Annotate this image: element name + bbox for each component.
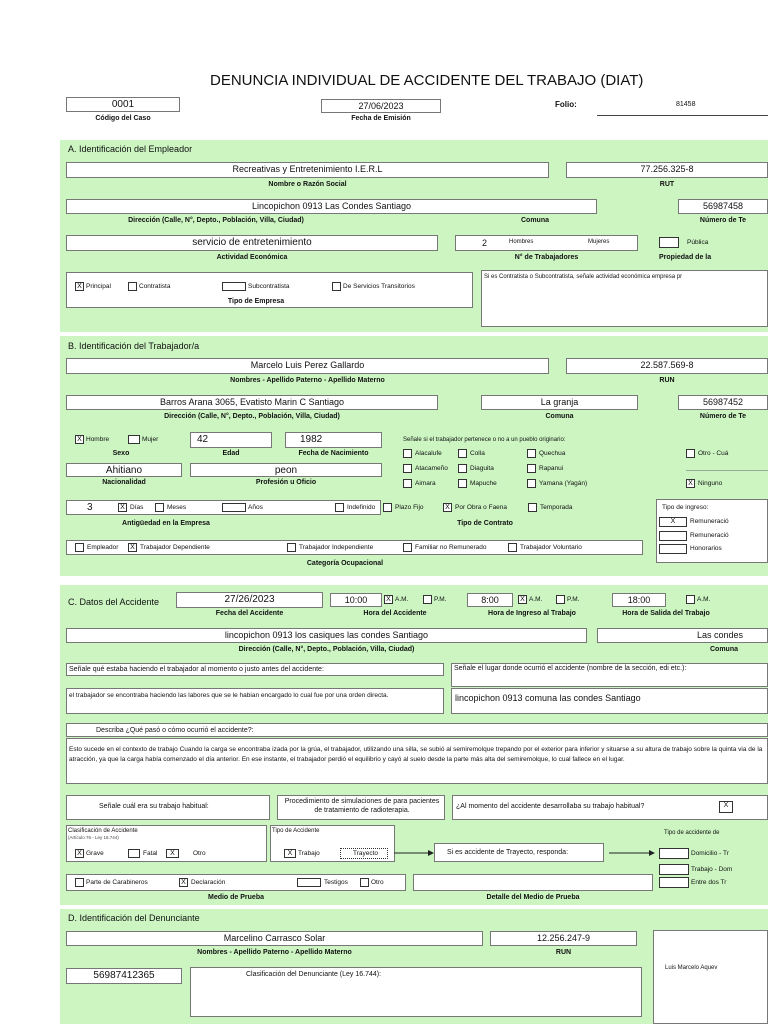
classification-label: Clasificación de Accidente [68, 828, 138, 834]
employer-phone-field: 56987458 [678, 199, 768, 214]
case-code-field: 0001 [66, 97, 180, 112]
pueblo-checkbox-8[interactable] [458, 479, 467, 488]
transitorios-checkbox[interactable] [332, 282, 341, 291]
nationality-label: Nacionalidad [102, 479, 146, 486]
reporter-run-field: 12.256.247-9 [490, 931, 637, 946]
police-label: Parte de Carabineros [86, 879, 148, 886]
independent-cat-label: Trabajador Independiente [299, 544, 374, 551]
other-class-label: Otro [193, 850, 206, 857]
pueblo-label-9: Yamana (Yagán) [539, 480, 588, 487]
employer-name-label: Nombre o Razón Social [268, 181, 347, 188]
folio-label: Folio: [555, 100, 577, 109]
dependent-cat-label: Trabajador Dependiente [140, 544, 210, 551]
evidence-detail-box [413, 874, 653, 891]
commute-type-title: Tipo de accidente de [664, 830, 720, 836]
per-job-checkbox[interactable]: X [443, 503, 452, 512]
worker-comuna-field: La granja [481, 395, 638, 410]
male-label: Hombre [86, 436, 110, 443]
describe-question: Describa ¿Qué pasó o cómo ocurrió el accidente?: [96, 727, 254, 734]
worker-run-field: 22.587.569-8 [566, 358, 768, 374]
pueblo-other-line [686, 470, 768, 471]
employer-address-label: Dirección (Calle, N°, Depto., Población, Villa, Ciudad) [128, 217, 304, 224]
employer-cat-checkbox[interactable] [75, 543, 84, 552]
performing-question: ¿Al momento del accidente desarrollaba su trabajo habitual? [456, 803, 645, 810]
accident-am-label: A.M. [395, 596, 409, 603]
fixed-term-label: Plazo Fijo [395, 504, 424, 511]
work-home-checkbox[interactable] [659, 864, 689, 875]
place-question: Señale el lugar donde ocurrió el accidente (nombre de la sección, edi etc.): [454, 665, 687, 672]
contract-type-label: Tipo de Contrato [457, 520, 513, 527]
days-checkbox[interactable]: X [118, 503, 127, 512]
fatal-label: Fatal [143, 850, 158, 857]
volunteer-cat-checkbox[interactable] [508, 543, 517, 552]
seasonal-label: Temporada [540, 504, 573, 511]
exit-time-label: Hora de Salida del Trabajo [622, 610, 710, 617]
issue-date-field: 27/06/2023 [321, 99, 441, 113]
entry-pm-label: P.M. [567, 596, 580, 603]
pueblo-checkbox-9[interactable] [527, 479, 536, 488]
pueblo-checkbox-4[interactable] [403, 464, 412, 473]
work-home-label: Trabajo - Dom [691, 866, 733, 873]
doing-answer: el trabajador se encontraba haciendo las labores que se le habian encargado lo cual fue por una orden directa. [69, 692, 389, 699]
volunteer-cat-label: Trabajador Voluntario [520, 544, 582, 551]
other-class-checkbox[interactable]: X [166, 849, 179, 858]
honorarios-label: Honorarios [690, 545, 722, 552]
worker-name-field: Marcelo Luis Perez Gallardo [66, 358, 549, 374]
employer-phone-label: Número de Te [699, 217, 747, 224]
grave-label: Grave [86, 850, 104, 857]
pueblo-checkbox-5[interactable] [458, 464, 467, 473]
between-jobs-checkbox[interactable] [659, 877, 689, 888]
police-checkbox[interactable] [75, 878, 84, 887]
evidence-label: Medio de Prueba [207, 894, 264, 901]
subcontratista-label: Subcontratista [248, 283, 290, 290]
economic-activity-label: Actividad Económica [216, 254, 288, 261]
employer-cat-label: Empleador [87, 544, 119, 551]
accident-time-label: Hora del Accidente [363, 610, 427, 617]
subcontratista-checkbox[interactable] [222, 282, 246, 291]
women-label: Mujeres [588, 239, 610, 245]
days-label: Días [130, 504, 144, 511]
workers-count-label: N° de Trabajadores [514, 254, 579, 261]
habitual-question: Señale cuál era su trabajo habitual: [99, 803, 209, 810]
classification-sub: (Artículo 76 - Ley 16.744) [68, 835, 119, 840]
ownership-label: Propiedad de la [659, 254, 712, 261]
accident-pm-checkbox[interactable] [423, 595, 432, 604]
worker-address-field: Barros Arana 3065, Evatisto Marin C Santiago [66, 395, 438, 410]
remuneration-1-checkbox[interactable]: X [659, 517, 687, 527]
remuneration-2-checkbox[interactable] [659, 531, 687, 541]
pueblo-other-checkbox[interactable] [686, 449, 695, 458]
birth-label: Fecha de Nacimiento [298, 450, 369, 457]
exit-time-field: 18:00 [612, 593, 666, 607]
pueblo-label-7: Aimara [415, 480, 436, 487]
contratista-checkbox[interactable] [128, 282, 137, 291]
section-a-title: A. Identificación del Empleador [68, 144, 193, 154]
seniority-label: Antigüedad en la Empresa [122, 520, 210, 527]
pueblo-label-8: Mapuche [470, 480, 497, 487]
pueblo-checkbox-1[interactable] [403, 449, 412, 458]
case-code-label: Código del Caso [95, 115, 151, 122]
pueblo-label-4: Atacameño [415, 465, 448, 472]
employer-name-field: Recreativas y Entretenimiento I.E.R.L [66, 162, 549, 178]
employer-comuna-label: Comuna [521, 217, 549, 224]
sex-label: Sexo [112, 450, 130, 457]
folio-line [597, 115, 768, 116]
female-label: Mujer [142, 436, 159, 443]
accident-am-checkbox[interactable]: X [384, 595, 393, 604]
reporter-phone-field: 56987412365 [66, 968, 182, 984]
indefinite-label: Indefinido [347, 504, 376, 511]
entry-am-checkbox[interactable]: X [518, 595, 527, 604]
years-checkbox[interactable] [222, 503, 246, 512]
accident-time-field: 10:00 [330, 593, 382, 607]
accident-type-label: Tipo de Accidente [272, 828, 320, 834]
pueblo-none-checkbox[interactable]: X [686, 479, 695, 488]
pueblo-checkbox-3[interactable] [527, 449, 536, 458]
exit-am-checkbox[interactable] [686, 595, 695, 604]
age-field: 42 [190, 432, 272, 448]
pueblo-checkbox-7[interactable] [403, 479, 412, 488]
pueblo-label-2: Colla [470, 450, 485, 457]
accident-comuna-field: Las condes [597, 628, 768, 643]
nationality-field: Ahitiano [66, 463, 182, 477]
seniority-field: 3 [66, 500, 381, 515]
section-b-title: B. Identificación del Trabajador/a [68, 341, 200, 351]
accident-date-label: Fecha del Accidente [215, 610, 284, 617]
occupational-category-label: Categoría Ocupacional [306, 560, 384, 567]
profession-field: peon [190, 463, 382, 477]
dependent-cat-checkbox[interactable]: X [128, 543, 137, 552]
document-title: DENUNCIA INDIVIDUAL DE ACCIDENTE DEL TRABAJO (DIAT) [210, 72, 644, 89]
other-evidence-checkbox[interactable] [360, 878, 369, 887]
doing-question: Señale qué estaba haciendo el trabajador al momento o justo antes del accidente: [69, 666, 324, 673]
reporter-run-label: RUN [555, 949, 572, 956]
accident-date-field: 27/26/2023 [176, 592, 323, 608]
between-jobs-label: Entre dos Tr [691, 879, 727, 886]
accident-address-label: Dirección (Calle, N°, Depto., Población, Villa, Ciudad) [238, 646, 415, 653]
declaration-label: Declaración [191, 879, 226, 886]
male-checkbox[interactable]: X [75, 435, 84, 444]
reporter-name-label: Nombres - Apellido Paterno - Apellido Materno [197, 949, 352, 956]
employer-rut-field: 77.256.325-8 [566, 162, 768, 178]
entry-pm-checkbox[interactable] [556, 595, 565, 604]
work-type-label: Trabajo [298, 850, 320, 857]
accident-pm-label: P.M. [434, 596, 447, 603]
family-cat-label: Familiar no Remunerado [415, 544, 487, 551]
place-answer: lincopichon 0913 comuna las condes Santiago [455, 693, 641, 703]
worker-phone-field: 56987452 [678, 395, 768, 410]
commute-question: Si es accidente de Trayecto, responda: [447, 849, 569, 856]
accident-comuna-label: Comuna [710, 646, 738, 653]
reporter-classification-label: Clasificación del Denunciante (Ley 16.744): [246, 971, 382, 978]
other-evidence-label: Otro [371, 879, 384, 886]
worker-comuna-label: Comuna [545, 413, 574, 420]
reporter-name-field: Marcelino Carrasco Solar [66, 931, 483, 946]
pueblo-checkbox-6[interactable] [527, 464, 536, 473]
pueblo-label-1: Alacalufe [415, 450, 442, 457]
arrow-to-commute-type [609, 848, 655, 858]
worker-address-label: Dirección (Calle, N°, Depto., Población, Villa, Ciudad) [164, 413, 340, 420]
per-job-label: Por Obra o Faena [455, 504, 508, 511]
habitual-answer: Procedimiento de simulaciones de para pacientes de tratamiento de radioterapia. [284, 798, 440, 814]
contractor-note: Si es Contratista o Subcontratista, señale actividad económica empresa pr [484, 274, 683, 280]
evidence-detail-label: Detalle del Medio de Prueba [486, 894, 580, 901]
folio-value: 81458 [676, 101, 696, 108]
seasonal-checkbox[interactable] [528, 503, 537, 512]
pueblo-label-5: Diaguita [470, 465, 494, 472]
years-label: Años [248, 504, 263, 511]
months-label: Meses [167, 504, 187, 511]
entry-time-label: Hora de Ingreso al Trabajo [488, 610, 576, 617]
profession-label: Profesión u Oficio [255, 479, 317, 486]
indefinite-checkbox[interactable] [335, 503, 344, 512]
worker-run-label: RUN [659, 377, 675, 384]
describe-answer: Esto sucede en el contexto de trabajo Cuando la carga se encontraba izada por la grúa, el trabajador, utilizando una silla, se subió al semiremolque trepando por el exterior para inferior y situarse a su altura de trabajo sobre la quinta via de la atracción, ya que la carga había comenzado el día anterior. En ese instante, el trabajador perdió el equilibrio y cayó al suelo desde la parte más alta del semiremolque, lo cual fallece en el lugar. [69, 746, 763, 763]
principal-checkbox[interactable]: X [75, 282, 84, 291]
section-c-title: C. Datos del Accidente [68, 597, 160, 607]
income-type-title: Tipo de ingreso: [662, 504, 709, 511]
transitorios-label: De Servicios Transitorios [343, 283, 415, 290]
pueblo-none-label: Ninguno [698, 480, 723, 487]
indigenous-question: Señale si el trabajador pertenece o no a un pueblo originario: [403, 437, 566, 443]
signature-text: Luis Marcelo Aquev [665, 965, 718, 971]
performing-checkbox[interactable]: X [719, 801, 733, 813]
section-d-title: D. Identificación del Denunciante [68, 913, 200, 923]
remuneration-1-label: Remuneració [690, 518, 729, 525]
remuneration-2-label: Remuneració [690, 532, 729, 539]
principal-label: Principal [86, 283, 111, 290]
arrow-to-commute [394, 848, 434, 858]
worker-name-label: Nombres - Apellido Paterno - Apellido Materno [230, 377, 385, 384]
declaration-checkbox[interactable]: X [179, 878, 188, 887]
pueblo-other-label: Otro - Cuá [698, 450, 729, 457]
family-cat-checkbox[interactable] [403, 543, 412, 552]
pueblo-checkbox-2[interactable] [458, 449, 467, 458]
employer-rut-label: RUT [659, 181, 675, 188]
independent-cat-checkbox[interactable] [287, 543, 296, 552]
pueblo-label-3: Quechua [539, 450, 566, 457]
female-checkbox[interactable] [128, 435, 140, 444]
exit-am-label: A.M. [697, 596, 711, 603]
pueblo-label-6: Rapanui [539, 465, 564, 472]
work-type-checkbox[interactable]: X [284, 849, 296, 858]
months-checkbox[interactable] [155, 503, 164, 512]
age-label: Edad [222, 450, 240, 457]
contratista-label: Contratista [139, 283, 171, 290]
company-type-label: Tipo de Empresa [227, 298, 285, 305]
witnesses-label: Testigos [324, 879, 348, 886]
public-label: Pública [687, 239, 709, 246]
employer-address-field: Lincopichon 0913 Las Condes Santiago [66, 199, 597, 214]
worker-phone-label: Número de Te [699, 413, 747, 420]
public-checkbox[interactable] [659, 237, 679, 248]
home-work-label: Domicilio - Tr [691, 850, 729, 857]
birth-field: 1982 [285, 432, 382, 448]
signature-box [653, 930, 768, 1024]
home-work-checkbox[interactable] [659, 848, 689, 859]
entry-am-label: A.M. [529, 596, 543, 603]
witnesses-checkbox[interactable] [297, 878, 321, 887]
accident-address-field: lincopichon 0913 los casiques las condes Santiago [66, 628, 587, 643]
fatal-checkbox[interactable] [128, 849, 140, 858]
economic-activity-field: servicio de entretenimiento [66, 235, 438, 251]
fixed-term-checkbox[interactable] [383, 503, 392, 512]
grave-checkbox[interactable]: X [75, 849, 84, 858]
men-label: Hombres [509, 239, 534, 245]
issue-date-label: Fecha de Emisión [351, 115, 411, 122]
entry-time-field: 8:00 [467, 593, 513, 607]
workers-count-value: 2 [482, 238, 488, 248]
commute-type-label: Trayecto [353, 850, 379, 857]
honorarios-checkbox[interactable] [659, 544, 687, 554]
